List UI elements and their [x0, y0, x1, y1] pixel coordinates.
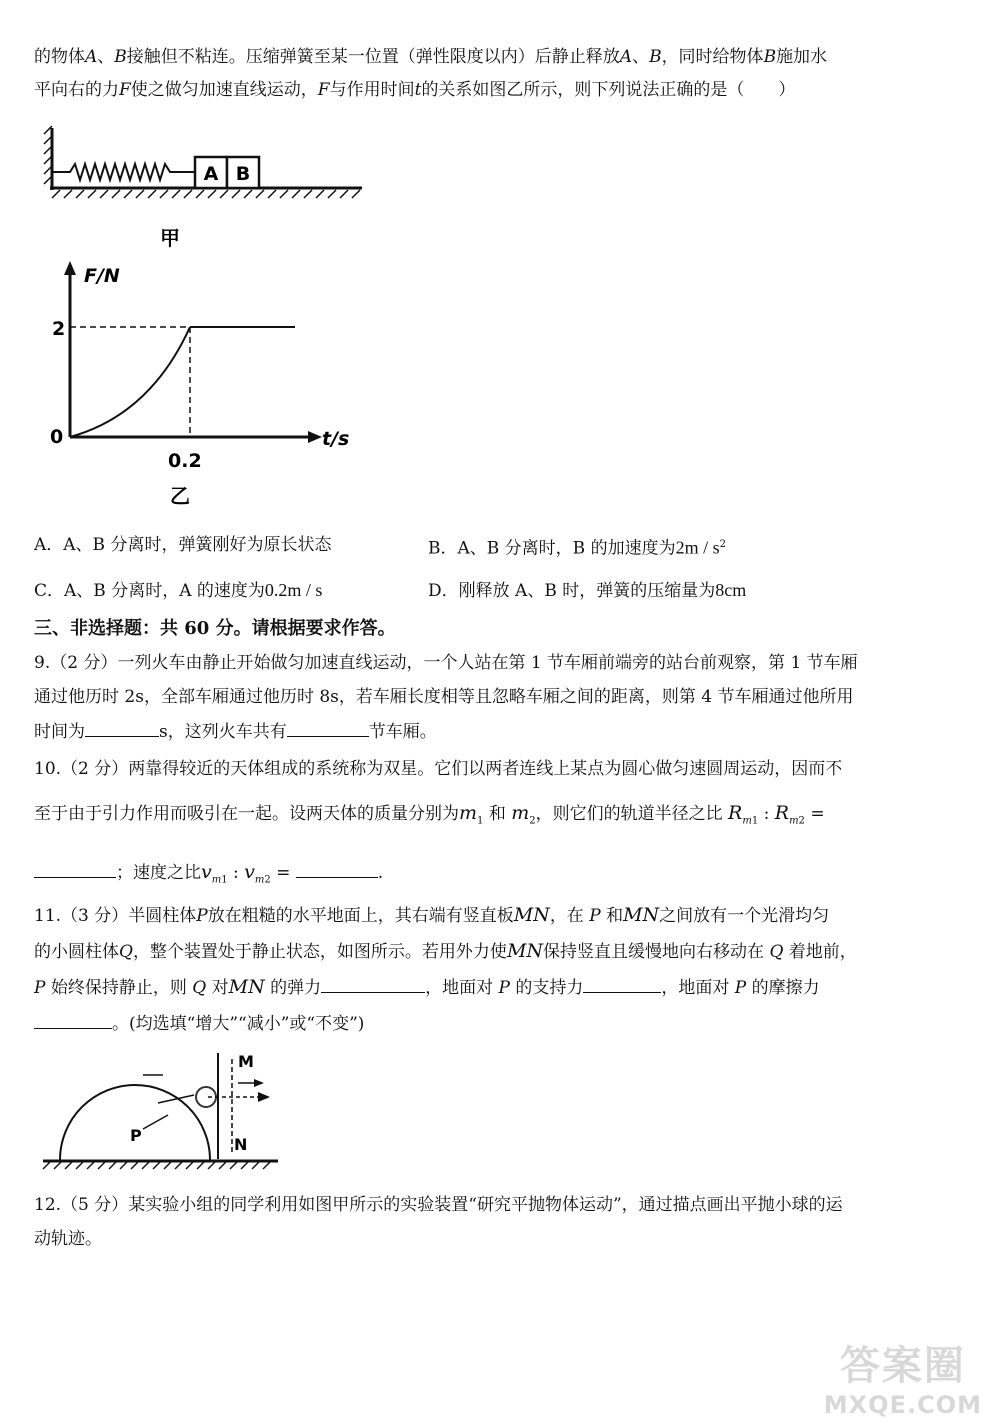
label-m: M	[238, 1052, 254, 1071]
q8-line-2: 平向右的力F使之做匀加速直线运动，F与作用时间t的关系如图乙所示，则下列说法正确的是（ ）	[34, 80, 796, 100]
caption-jia: 甲	[160, 226, 180, 250]
q12-line-1: 12.（5 分）某实验小组的同学利用如图甲所示的实验装置“研究平抛物体运动”，通过描点画出平抛小球的运	[34, 1195, 843, 1215]
figure-jia	[40, 120, 370, 250]
q10-blank-1[interactable]	[34, 855, 116, 878]
q10-blank-2[interactable]	[296, 855, 378, 878]
q12-line-2: 动轨迹。	[34, 1229, 102, 1249]
caption-yi: 乙	[170, 484, 190, 505]
watermark	[824, 1334, 982, 1419]
q9-line-2: 通过他历时 2s，全部车厢通过他历时 8s，若车厢长度相等且忽略车厢之间的距离，则第 4 节车厢通过他所用	[34, 687, 854, 707]
q11-line-2: 的小圆柱体Q，整个装置处于静止状态，如图所示。若用外力使MN保持竖直且缓慢地向右移动在 Q 着地前，	[34, 940, 857, 962]
q11-line-3: P 始终保持静止，则 Q 对MN 的弹力 ，地面对 P 的支持力 ，地面对 P 的摩擦力	[34, 970, 969, 1005]
q9-line-1: 9.（2 分）一列火车由静止开始做匀加速直线运动，一个人站在第 1 节车厢前端旁的站台前观察，第 1 节车厢	[34, 653, 858, 673]
label-p: P	[130, 1126, 142, 1145]
section-3-heading: 三、非选择题：共 60 分。请根据要求作答。	[34, 618, 396, 639]
x-axis-label: t/s	[322, 428, 350, 450]
small-cylinder-q	[196, 1087, 216, 1107]
q9-blank-1[interactable]	[85, 714, 159, 737]
curve-f	[70, 327, 190, 437]
q11-line-4: 。(均选填“增大”“减小”或“不变”)	[34, 1006, 969, 1041]
spring	[52, 164, 195, 180]
label-n: N	[234, 1135, 248, 1154]
x-tick-0.2: 0.2	[168, 450, 202, 472]
q10-line-3: ；速度之比$v_{m1}$ : $v_{m2}$ = .	[34, 855, 969, 897]
y-axis-label: F/N	[84, 265, 120, 287]
watermark-logo: 答案圈	[839, 1343, 966, 1389]
q11-blank-3[interactable]	[34, 1006, 112, 1029]
option-c: C．A、B 分离时，A 的速度为0.2m / s	[34, 580, 323, 601]
q10-line-2: 至于由于引力作用而吸引在一起。设两天体的质量分别为$m_1$ 和 $m_2$，则它们的轨道半径之比 $R_{m1}$ : $R_{m2}$ =	[34, 802, 825, 827]
q9-line-3: 时间为 s，这列火车共有 节车厢。	[34, 714, 969, 749]
figure-yi	[30, 255, 360, 505]
option-b: B．A、B 分离时，B 的加速度为$2m / s^2$	[428, 537, 726, 559]
q10-line-1: 10.（2 分）两靠得较近的天体组成的系统称为双星。它们以两者连线上某点为圆心做匀速圆周运动，因而不	[34, 759, 843, 779]
q11-blank-1[interactable]	[321, 970, 425, 993]
block-a-label: A	[203, 163, 219, 185]
q9-blank-2[interactable]	[287, 714, 369, 737]
figure-q11	[38, 1045, 288, 1175]
watermark-url: MXQE.COM	[823, 1391, 982, 1419]
block-b-label: B	[235, 163, 251, 185]
origin-label: 0	[50, 426, 64, 448]
option-d: D．刚释放 A、B 时，弹簧的压缩量为8cm	[428, 580, 747, 601]
option-a: A．A、B 分离时，弹簧刚好为原长状态	[34, 535, 332, 555]
q11-line-1: 11.（3 分）半圆柱体P放在粗糙的水平地面上，其右端有竖直板MN，在 P 和MN之间放有一个光滑均匀	[34, 904, 830, 926]
q8-line-1: 的物体A、B接触但不粘连。压缩弹簧至某一位置（弹性限度以内）后静止释放A、B，同时给物体B施加水	[34, 47, 828, 67]
q11-blank-2[interactable]	[583, 970, 661, 993]
y-tick-2: 2	[52, 318, 66, 340]
